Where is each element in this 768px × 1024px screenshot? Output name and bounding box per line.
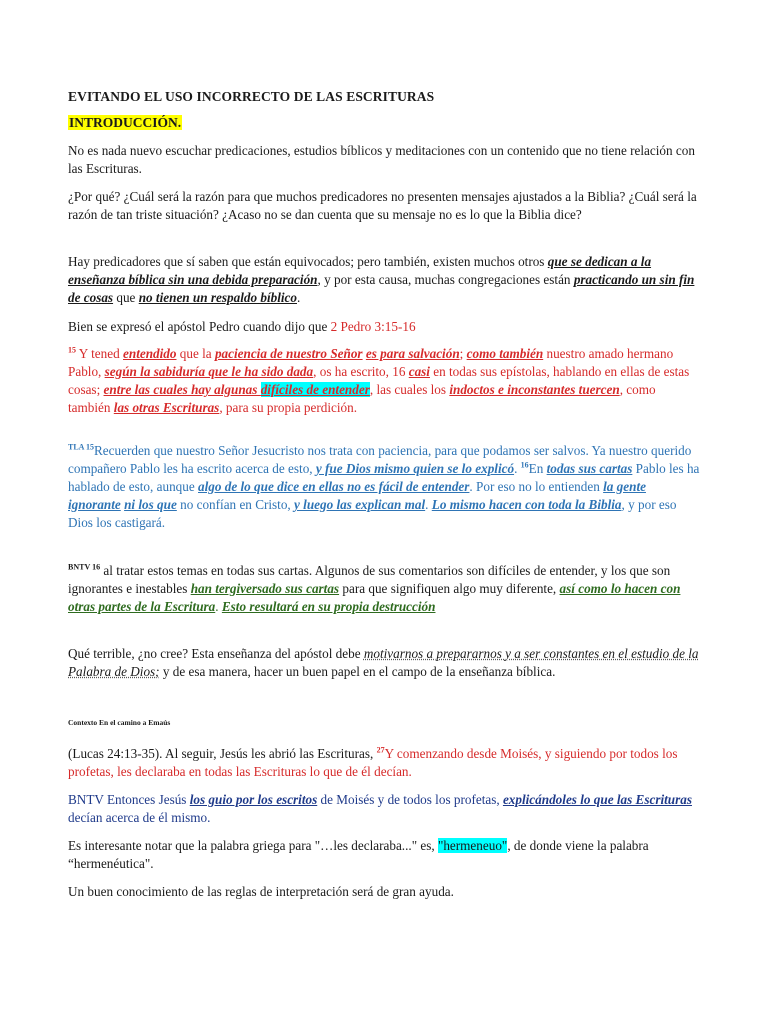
emphasis-practices: practicando un sin fin de cosas [68, 272, 695, 305]
intro-heading-highlight: INTRODUCCIÓN. [69, 115, 182, 130]
paragraph-1: No es nada nuevo escuchar predicaciones, estudios bíblicos y meditaciones con un contenido que no tiene relación con las Escrituras. [68, 143, 695, 176]
tla-verse-block: $^{TLA 15}$Recuerden que nuestro Señor Jesucristo nos trata con paciencia, para que podamos ser salvos. Ya nuestro querido compañero Pablo les ha escrito acerca de esto, y fue Dios mismo quien se lo explicó. $^{16}$En todas sus cartas Pablo les ha hablado de esto, aunque algo de lo que dice en ellas no es fácil de entender. Por eso no lo entienden la gente ignorante ni los que no confían en Cristo, y luego las explican mal. Lo mismo hacen con toda la Biblia, y por eso Dios los castigará. [68, 442, 700, 530]
document-title: EVITANDO EL USO INCORRECTO DE LAS ESCRITURAS [68, 89, 435, 104]
bntv-label: BNTV 16 [68, 562, 101, 572]
bntv-verse-block: $^{BNTV 16}$ al tratar estos temas en todas sus cartas. Algunos de sus comentarios son difíciles de entender, y los que son ignorantes e inestables han tergiversado sus cartas para que signifiquen algo muy diferente, así como lo hacen con otras partes de la Escritura. Esto resultará en su propia destrucción [68, 562, 681, 614]
paragraph-7: BNTV Entonces Jesús los guio por los escritos de Moisés y de todos los profetas, explicándoles lo que las Escrituras decían acerca de él mismo. [68, 792, 692, 825]
highlight-hermeneuo: "hermeneuo" [437, 838, 508, 853]
paragraph-5: Qué terrible, ¿no cree? Esta enseñanza del apóstol debe motivarnos a prepararnos y a ser constantes en el estudio de la Palabra de Dios; y de esa manera, hacer un buen papel en el campo de la enseñanza bíblica. [68, 646, 699, 679]
tla-label: TLA 15 [68, 442, 95, 452]
paragraph-2: ¿Por qué? ¿Cuál será la razón para que muchos predicadores no presenten mensajes ajustados a la Biblia? ¿Cuál será la razón de tan triste situación? ¿Acaso no se dan cuenta que su mensaje no es lo que la Biblia dice? [68, 189, 697, 222]
emphasis-no-support: no tienen un respaldo bíblico [138, 290, 297, 305]
small-heading: Contexto En el camino a Emaús [68, 718, 171, 727]
paragraph-3: Hay predicadores que sí saben que están equivocados; pero también, existen muchos otros que se dedican a la enseñanza bíblica sin una debida preparación, y por esta causa, muchas congregaciones están practicando un sin fin de cosas que no tienen un respaldo bíblico. [68, 254, 695, 305]
emphasis-preparation: que se dedican a la enseñanza bíblica sin una debida preparación [68, 254, 652, 287]
paragraph-8: Es interesante notar que la palabra griega para "…les declaraba..." es, "hermeneuo", de donde viene la palabra “hermenéutica". [68, 838, 649, 871]
paragraph-6: (Lucas 24:13-35). Al seguir, Jesús les abrió las Escrituras, $^{27}$Y comenzando desde Moisés, y siguiendo por todos los profetas, les declaraba en todas las Escrituras lo que de él decían. [68, 745, 678, 779]
scripture-reference: 2 Pedro 3:15-16 [330, 319, 416, 334]
rv-verse-block: $^{15}$ Y tened entendido que la paciencia de nuestro Señor es para salvación; como también nuestro amado hermano Pablo, según la sabiduría que le ha sido dada, os ha escrito, 16 casi en todas sus epístolas, hablando en ellas de estas cosas; entre las cuales hay algunas difíciles de entender, las cuales los indoctos e inconstantes tuercen, como también las otras Escrituras, para su propia perdición. [68, 345, 690, 415]
paragraph-4: Bien se expresó el apóstol Pedro cuando dijo que 2 Pedro 3:15-16 [68, 319, 416, 334]
paragraph-9: Un buen conocimiento de las reglas de interpretación será de gran ayuda. [68, 884, 454, 899]
intro-heading [68, 114, 700, 132]
highlight-difficult: difíciles de entender [260, 382, 370, 397]
